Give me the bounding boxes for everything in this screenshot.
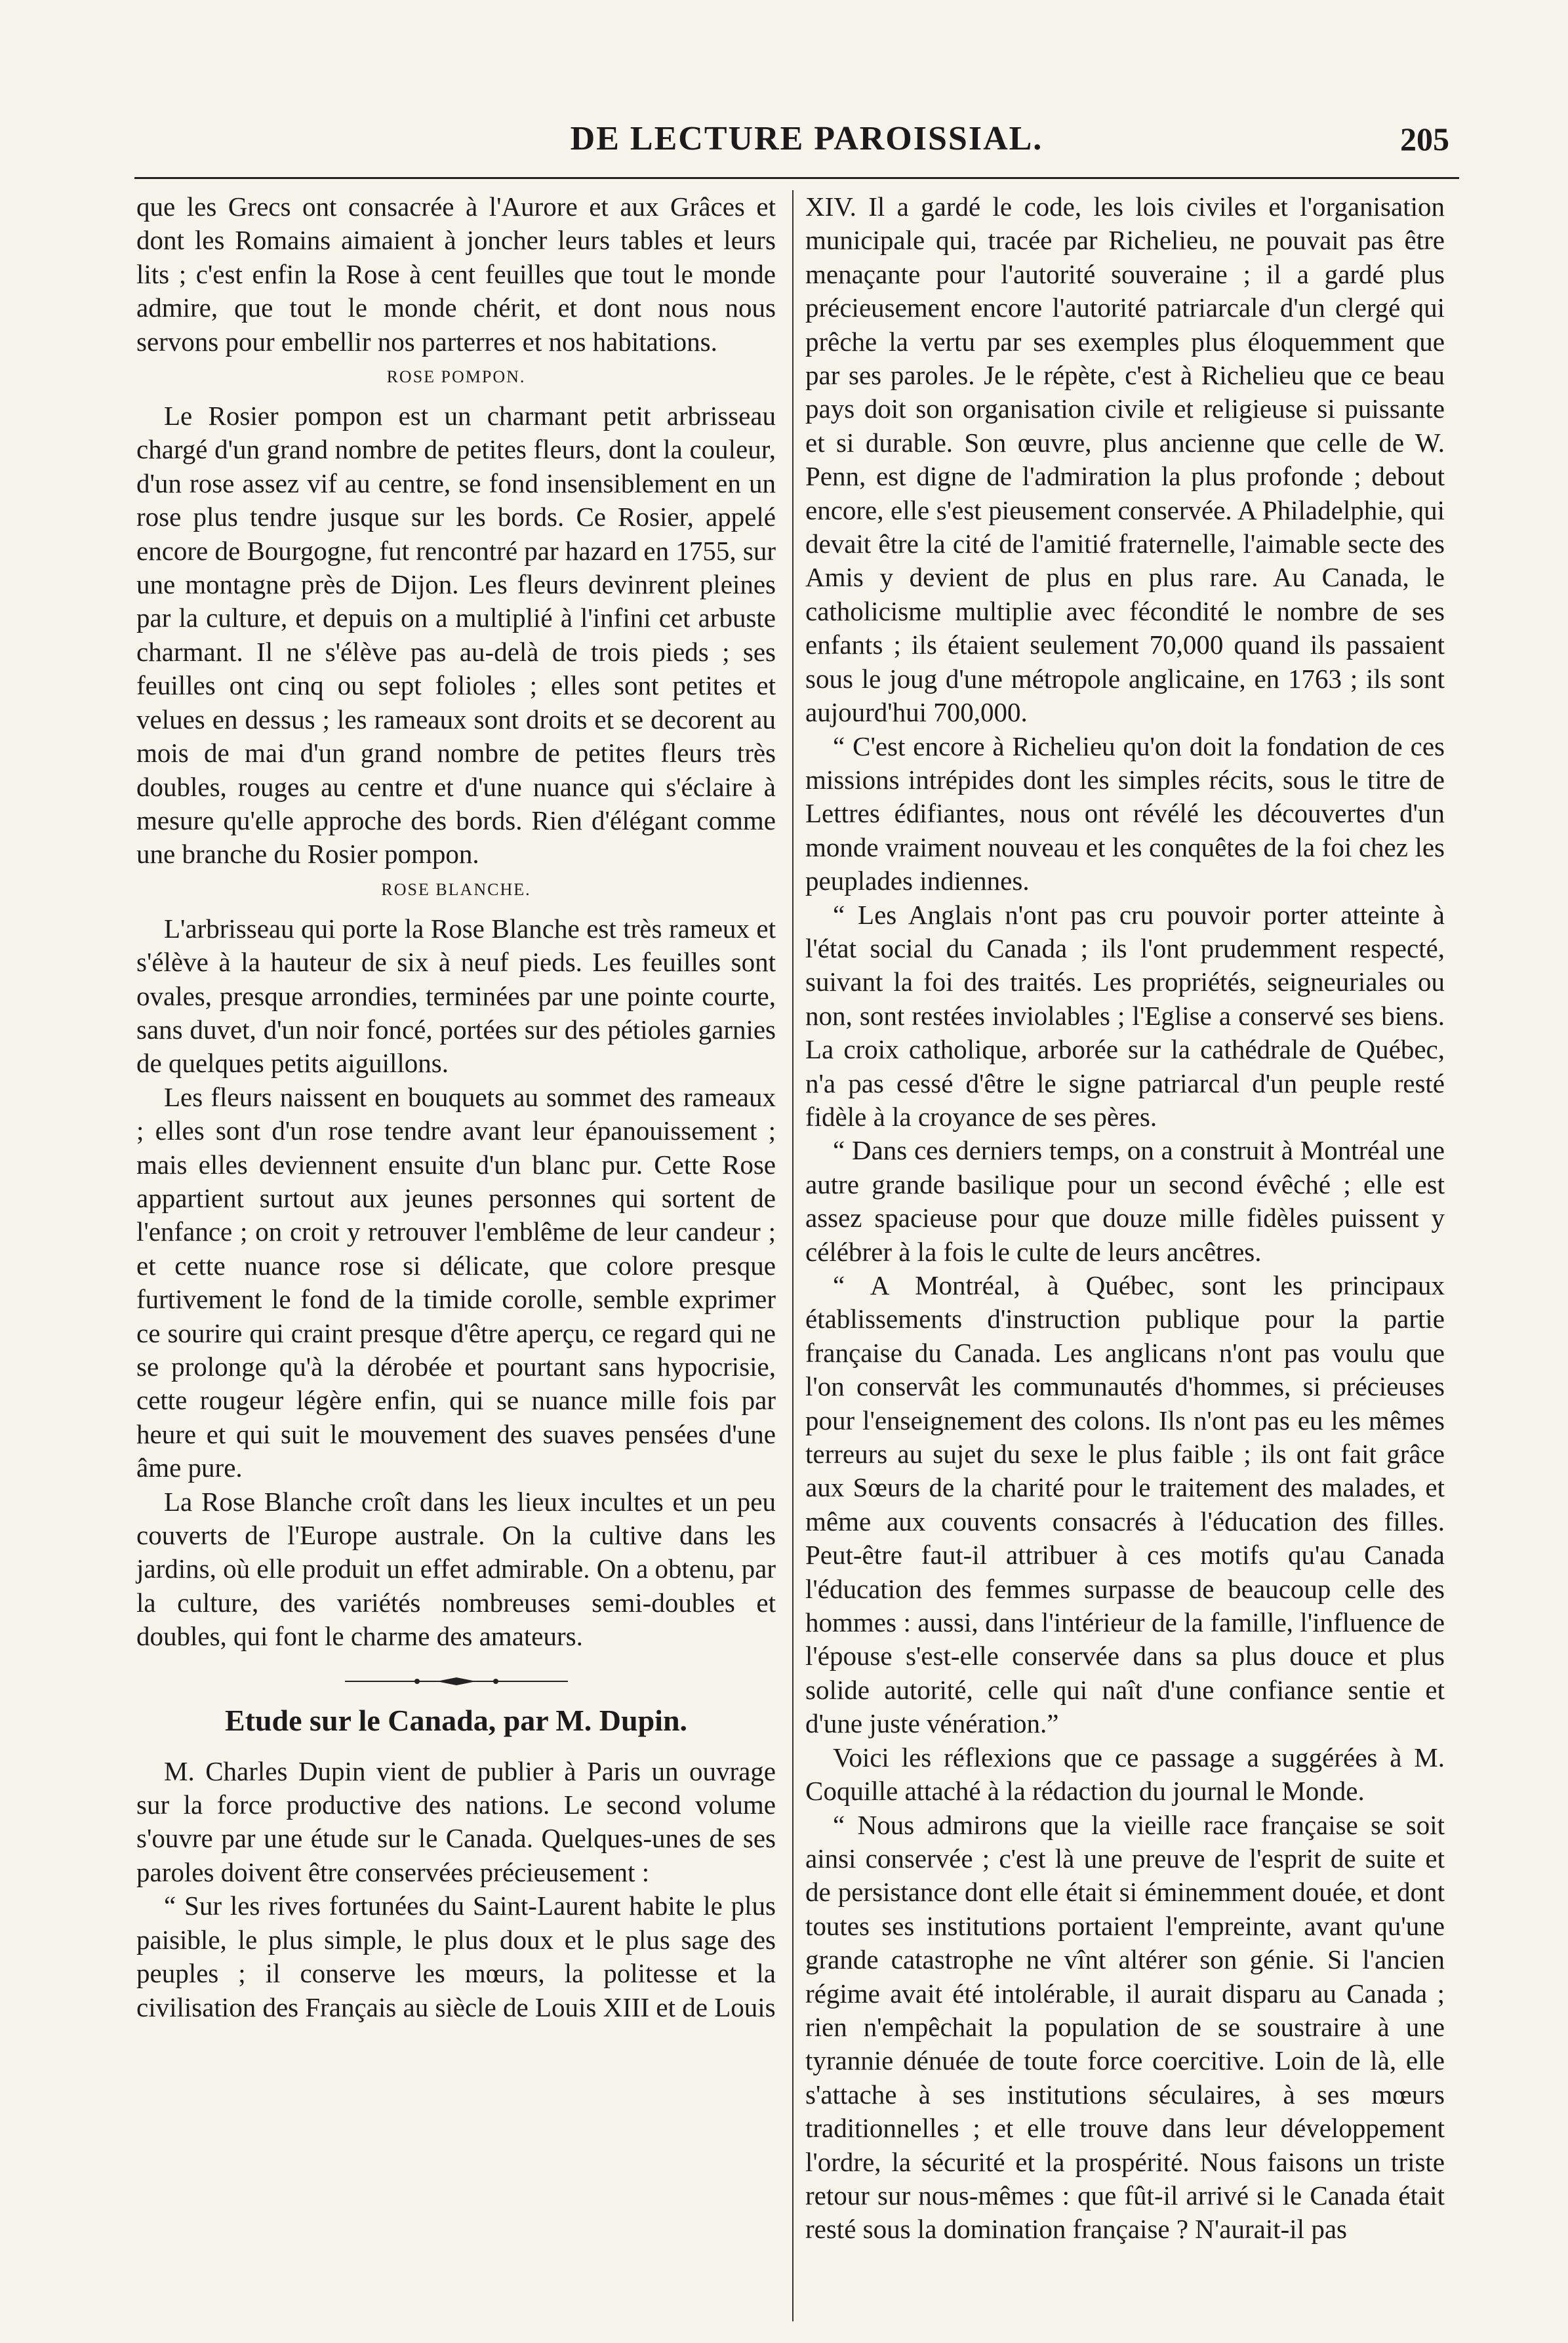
paragraph-missions: “ C'est encore à Richelieu qu'on doit la fondation de ces missions intrépides dont les simples récits, sous le titre de Lettres édifiantes, nous ont révélé les découvertes d'un monde vraiment nouveau et les conquêtes de la foi chez les peuplades indiennes.: [805, 731, 1445, 896]
paragraph-quote-continued: XIV. Il a gardé le code, les lois civiles et l'organisation municipale qui, tracée par Richelieu, ne pouvait pas être menaçante pour l'autorité souveraine ; il a gardé plus précieusement encore l'autorité patriarcale d'un clergé qui prêche la vertu par ses exemples plus éloquemment que par ses paroles. Je le répète, c'est à Richelieu que ce beau pays doit son organisation civile et religieuse si puissante et si durable. Son œuvre, plus ancienne que celle de W. Penn, est digne de l'admiration la plus profonde ; debout encore, elle s'est pieusement conservée. A Philadelphie, qui devait être la cité de l'amitié fraternelle, l'aimable secte des Amis y devient de plus en plus rare. Au Canada, le catholicisme multiplie avec fécondité le nombre de ses enfants ; ils étaient seulement 70,000 quand ils passaient sous le joug d'une métropole anglicaine, en 1763 ; ils sont aujourd'hui 700,000.: [805, 191, 1445, 728]
page-header: [0, 0, 1568, 157]
paragraph-rosier-pompon: Le Rosier pompon est un charmant petit arbrisseau chargé d'un grand nombre de petites fleurs, dont la couleur, d'un rose assez vif au centre, se fond insensiblement en un rose plus tendre jusque sur les bords. Ce Rosier, appelé encore de Bourgogne, fut rencontré par hazard en 1755, sur une montagne près de Dijon. Les fleurs devinrent pleines par la culture, et depuis on a multiplié à l'infini cet arbuste charmant. Il ne s'élève pas au-delà de trois pieds ; ses feuilles ont cinq ou sept folioles ; elles sont petites et velues en dessus ; les rameaux sont droits et se decorent au mois de mai d'un grand nombre de petites fleurs très doubles, rouges au centre et d'une nuance qui s'éclaire à mesure qu'elle approche des bords. Rien d'élégant comme une branche du Rosier pompon.: [136, 401, 776, 870]
paragraph-dupin-quote-start: “ Sur les rives fortunées du Saint-Laurent habite le plus paisible, le plus simple, le plus doux et le plus sage des peuples ; il conserve les mœurs, la politesse et la civilisation des Français au siècle de Louis XIII et de Louis: [136, 1891, 776, 2022]
paragraph-montreal-basilique: “ Dans ces derniers temps, on a construit à Montréal une autre grande basilique pour un second évêché ; elle est assez spacieuse pour que douze mille fidèles puissent y célébrer à la fois le culte de leurs ancêtres.: [805, 1135, 1445, 1267]
header-rule: [134, 177, 1459, 179]
heading-rose-blanche: ROSE BLANCHE.: [381, 879, 531, 899]
right-column: [805, 190, 1445, 2247]
paragraph-rose-blanche-culture: La Rose Blanche croît dans les lieux incultes et un peu couverts de l'Europe australe. On la cultive dans les jardins, où elle produit un effet admirable. On a obtenu, par la culture, des variétés nombreuses semi-doubles et doubles, qui font le charme des amateurs.: [136, 1486, 776, 1652]
running-title: DE LECTURE PAROISSIAL.: [570, 120, 1043, 157]
left-column: [136, 190, 776, 2024]
heading-rose-pompon: ROSE POMPON.: [386, 367, 526, 387]
section-ornament: [345, 1676, 568, 1687]
column-divider: [792, 190, 794, 2321]
paragraph-coquille-quote: “ Nous admirons que la vieille race française se soit ainsi conservée ; c'est là une preuve de l'esprit de suite et de persistance dont elle était si éminemment douée, et dont toutes ses institutions portaient l'empreinte, avant qu'une grande catastrophe ne vînt altérer son génie. Si l'ancien régime avait été intolérable, il aurait disparu au Canada ; rien n'empêchait la population de se soustraire à une tyrannie dénuée de toute force coercitive. Loin de là, elle s'attache à ses institutions séculaires, à ses mœurs traditionnelles ; et elle trouve dans leur développement l'ordre, la sécurité et la prospérité. Nous faisons un triste retour sur nous-mêmes : que fût-il arrivé si le Canada était resté sous la domination française ? N'aurait-il pas: [805, 1809, 1445, 2245]
paragraph-anglais: “ Les Anglais n'ont pas cru pouvoir porter atteinte à l'état social du Canada ; ils l'ont prudemment respecté, suivant la foi des traités. Les propriétés, seigneuriales ou non, sont restées inviolables ; l'Eglise a conservé ses biens. La croix catholique, arborée sur la cathédrale de Québec, n'a pas cessé d'être le signe patriarcal d'un peuple resté fidèle à la croyance de ses pères.: [805, 899, 1445, 1132]
page-number: 205: [1400, 121, 1449, 157]
paragraph-coquille-intro: Voici les réflexions que ce passage a suggérées à M. Coquille attaché à la rédaction du journal le Monde.: [805, 1742, 1445, 1807]
paragraph-dupin-intro: M. Charles Dupin vient de publier à Paris un ouvrage sur la force productive des nations. Le second volume s'ouvre par une étude sur le Canada. Quelques-unes de ses paroles doivent être conservées précieusement :: [136, 1755, 776, 1887]
paragraph-rose-blanche-arbrisseau: L'arbrisseau qui porte la Rose Blanche est très rameux et s'élève à la hauteur de six à neuf pieds. Les feuilles sont ovales, presque arrondies, terminées par une pointe courte, sans duvet, d'un noir foncé, portées sur des pétioles garnies de quelques petits aiguillons.: [136, 913, 776, 1079]
paragraph-rose-cent-feuilles: que les Grecs ont consacrée à l'Aurore et aux Grâces et dont les Romains aimaient à joncher leurs tables et leurs lits ; c'est enfin la Rose à cent feuilles que tout le monde admire, que tout le monde chérit, et dont nous nous servons pour embellir nos parterres et nos habitations.: [136, 191, 776, 357]
paragraph-instruction-publique: “ A Montréal, à Québec, sont les principaux établissements d'instruction publique pour la partie française du Canada. Les anglicans n'ont pas voulu que l'on conservât les communautés d'hommes, si précieuses pour l'enseignement des colons. Ils n'ont pas eu les mêmes terreurs au sujet du sexe le plus faible ; ils ont fait grâce aux Sœurs de la charité pour le traitement des malades, et même aux couvents consacrés à l'éducation des filles. Peut-être faut-il attribuer à ces motifs qu'au Canada l'éducation des femmes surpasse de beaucoup celle des hommes : aussi, dans l'intérieur de la famille, l'influence de l'épouse s'est-elle conservée dans sa plus douce et plus solide autorité, celle qui naît d'une confiance sentie et d'une juste vénération.”: [805, 1270, 1445, 1739]
section-title: Etude sur le Canada, par M. Dupin.: [224, 1703, 688, 1737]
paragraph-rose-blanche-fleurs: Les fleurs naissent en bouquets au sommet des rameaux ; elles sont d'un rose tendre avant leur épanouissement ; mais elles deviennent ensuite d'un blanc pur. Cette Rose appartient surtout aux jeunes personnes qui sortent de l'enfance ; on croit y retrouver l'emblême de leur candeur ; et cette nuance rose si délicate, que colore presque furtivement le fond de la timide corolle, semble exprimer ce sourire qui craint presque d'être aperçu, ce regard qui ne se prolonge qu'à la dérobée et pourtant sans hypocrisie, cette rougeur légère enfin, qui se nuance mille fois par heure et qui suit le mouvement des suaves pensées d'une âme pure.: [136, 1081, 776, 1483]
